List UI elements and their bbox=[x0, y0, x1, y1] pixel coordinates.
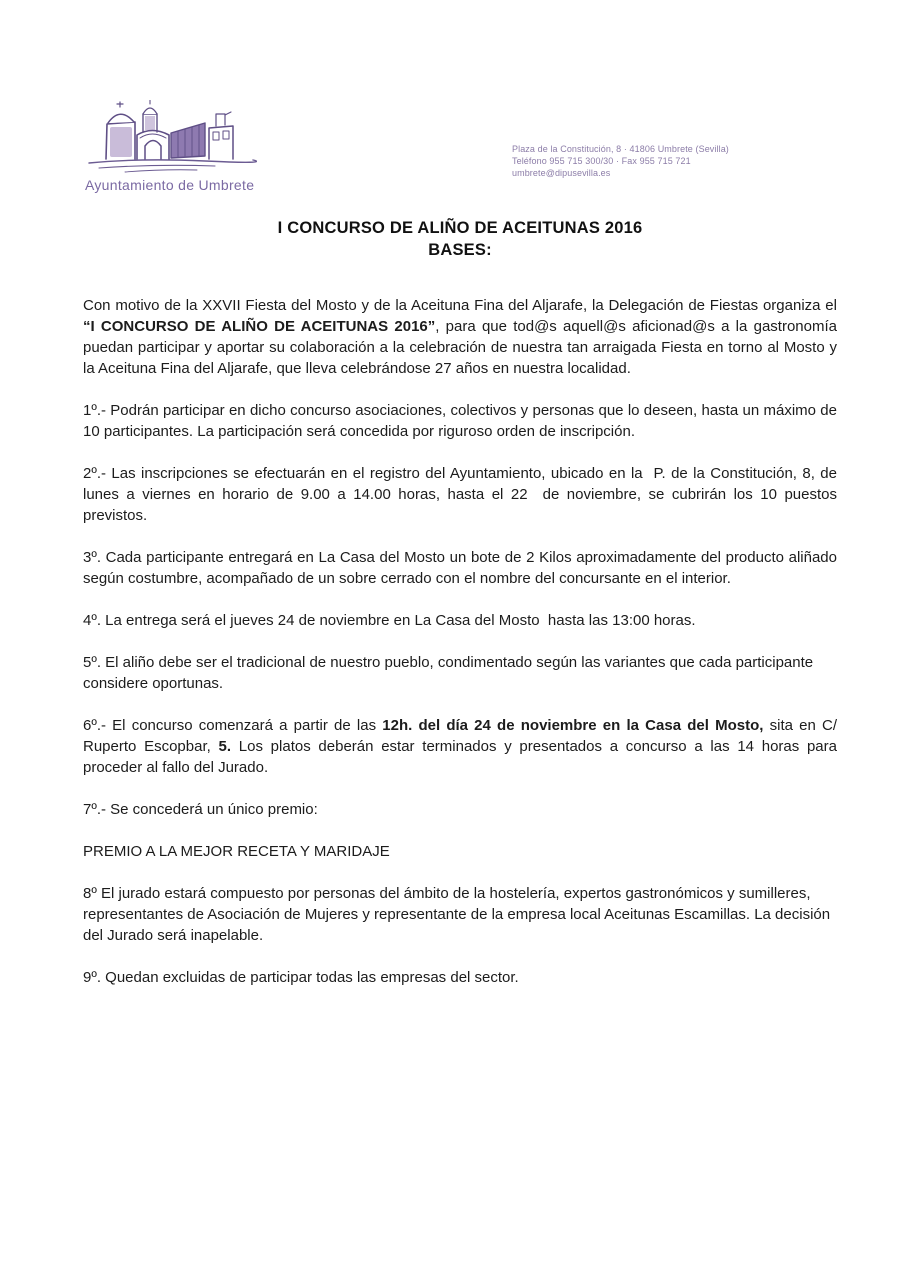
clause-5-segment: 5º. El aliño debe ser el tradicional de nuestro pueblo, condimentado según las variantes que cada participante considere oportunas. bbox=[83, 654, 818, 692]
intro-paragraph bbox=[83, 295, 842, 379]
intro-paragraph-segment: Con motivo de la XXVII Fiesta del Mosto y de la Aceituna Fina del Aljarafe, la Delegación de Fiestas organiza el bbox=[83, 297, 842, 314]
clause-6 bbox=[83, 715, 842, 778]
clause-9 bbox=[83, 967, 837, 988]
contact-address-line: Plaza de la Constitución, 8 · 41806 Umbrete (Sevilla) bbox=[512, 144, 729, 154]
clause-5 bbox=[83, 652, 837, 694]
title-line-1: I CONCURSO DE ALIÑO DE ACEITUNAS 2016 bbox=[277, 219, 643, 237]
intro-paragraph-segment: “I CONCURSO DE ALIÑO DE ACEITUNAS 2016” bbox=[83, 318, 436, 335]
clause-2-segment: 2º.- Las inscripciones se efectuarán en el registro del Ayuntamiento, ubicado en la P. de la Constitución, 8, de lunes a viernes en horario de 9.00 a 14.00 horas, hasta el 22 de noviembre, se cubrirán los 10 puestos previstos. bbox=[83, 465, 842, 524]
clause-4-segment: 4º. La entrega será el jueves 24 de noviembre en La Casa del Mosto hasta las 13:00 horas. bbox=[83, 612, 696, 629]
letterhead-logo-block bbox=[85, 100, 275, 193]
logo-caption: Ayuntamiento de Umbrete bbox=[85, 177, 255, 193]
clause-8-segment: 8º El jurado estará compuesto por personas del ámbito de la hostelería, expertos gastronómicos y sumilleres, representantes de Asociación de Mujeres y representante de la empresa local Aceitunas Escamillas. La decisión del Jurado será inapelable. bbox=[83, 885, 835, 944]
contact-phone-line: Teléfono 955 715 300/30 · Fax 955 715 721 bbox=[512, 156, 691, 166]
clause-6-segment: sita en C/ Ruperto Escopbar, bbox=[83, 717, 842, 755]
town-gate-sketch-logo bbox=[85, 100, 257, 174]
intro-paragraph-segment: , para que tod@s aquell@s aficionad@s a la gastronomía puedan participar y aportar su colaboración a la celebración de nuestra tan arraigada Fiesta en torno al Mosto y la Aceituna Fina del Aljarafe, que lleva celebrándose 27 años en nuestra localidad. bbox=[83, 318, 842, 377]
clause-1-segment: 1º.- Podrán participar en dicho concurso asociaciones, colectivos y personas que lo deseen, hasta un máximo de 10 participantes. La participación será concedida por riguroso orden de inscripción. bbox=[83, 402, 842, 440]
clause-7 bbox=[83, 799, 837, 820]
document-title bbox=[83, 217, 837, 261]
letterhead-contact-block bbox=[512, 143, 729, 179]
clause-7-segment: 7º.- Se concederá un único premio: bbox=[83, 801, 318, 818]
prize-line bbox=[83, 841, 837, 862]
clause-6-segment: 6º.- El concurso comenzará a partir de las bbox=[83, 717, 383, 734]
title-line-2: BASES: bbox=[428, 241, 492, 259]
clause-4 bbox=[83, 610, 837, 631]
clause-6-segment: 12h. del día 24 de noviembre en la Casa del Mosto, bbox=[382, 717, 764, 734]
clause-6-segment: Los platos deberán estar terminados y presentados a concurso a las 14 horas para proceder al fallo del Jurado. bbox=[83, 738, 842, 776]
contact-email-line: umbrete@dipusevilla.es bbox=[512, 168, 611, 178]
clause-3 bbox=[83, 547, 842, 589]
clause-6-segment: 5. bbox=[218, 738, 232, 755]
clause-3-segment: 3º. Cada participante entregará en La Casa del Mosto un bote de 2 Kilos aproximadamente del producto aliñado según costumbre, acompañado de un sobre cerrado con el nombre del concursante en el interior. bbox=[83, 549, 842, 587]
clause-2 bbox=[83, 463, 842, 526]
prize-line-segment: PREMIO A LA MEJOR RECETA Y MARIDAJE bbox=[83, 843, 390, 860]
clause-9-segment: 9º. Quedan excluidas de participar todas las empresas del sector. bbox=[83, 969, 519, 986]
clause-1 bbox=[83, 400, 842, 442]
clause-8 bbox=[83, 883, 837, 946]
document-body bbox=[83, 295, 842, 988]
